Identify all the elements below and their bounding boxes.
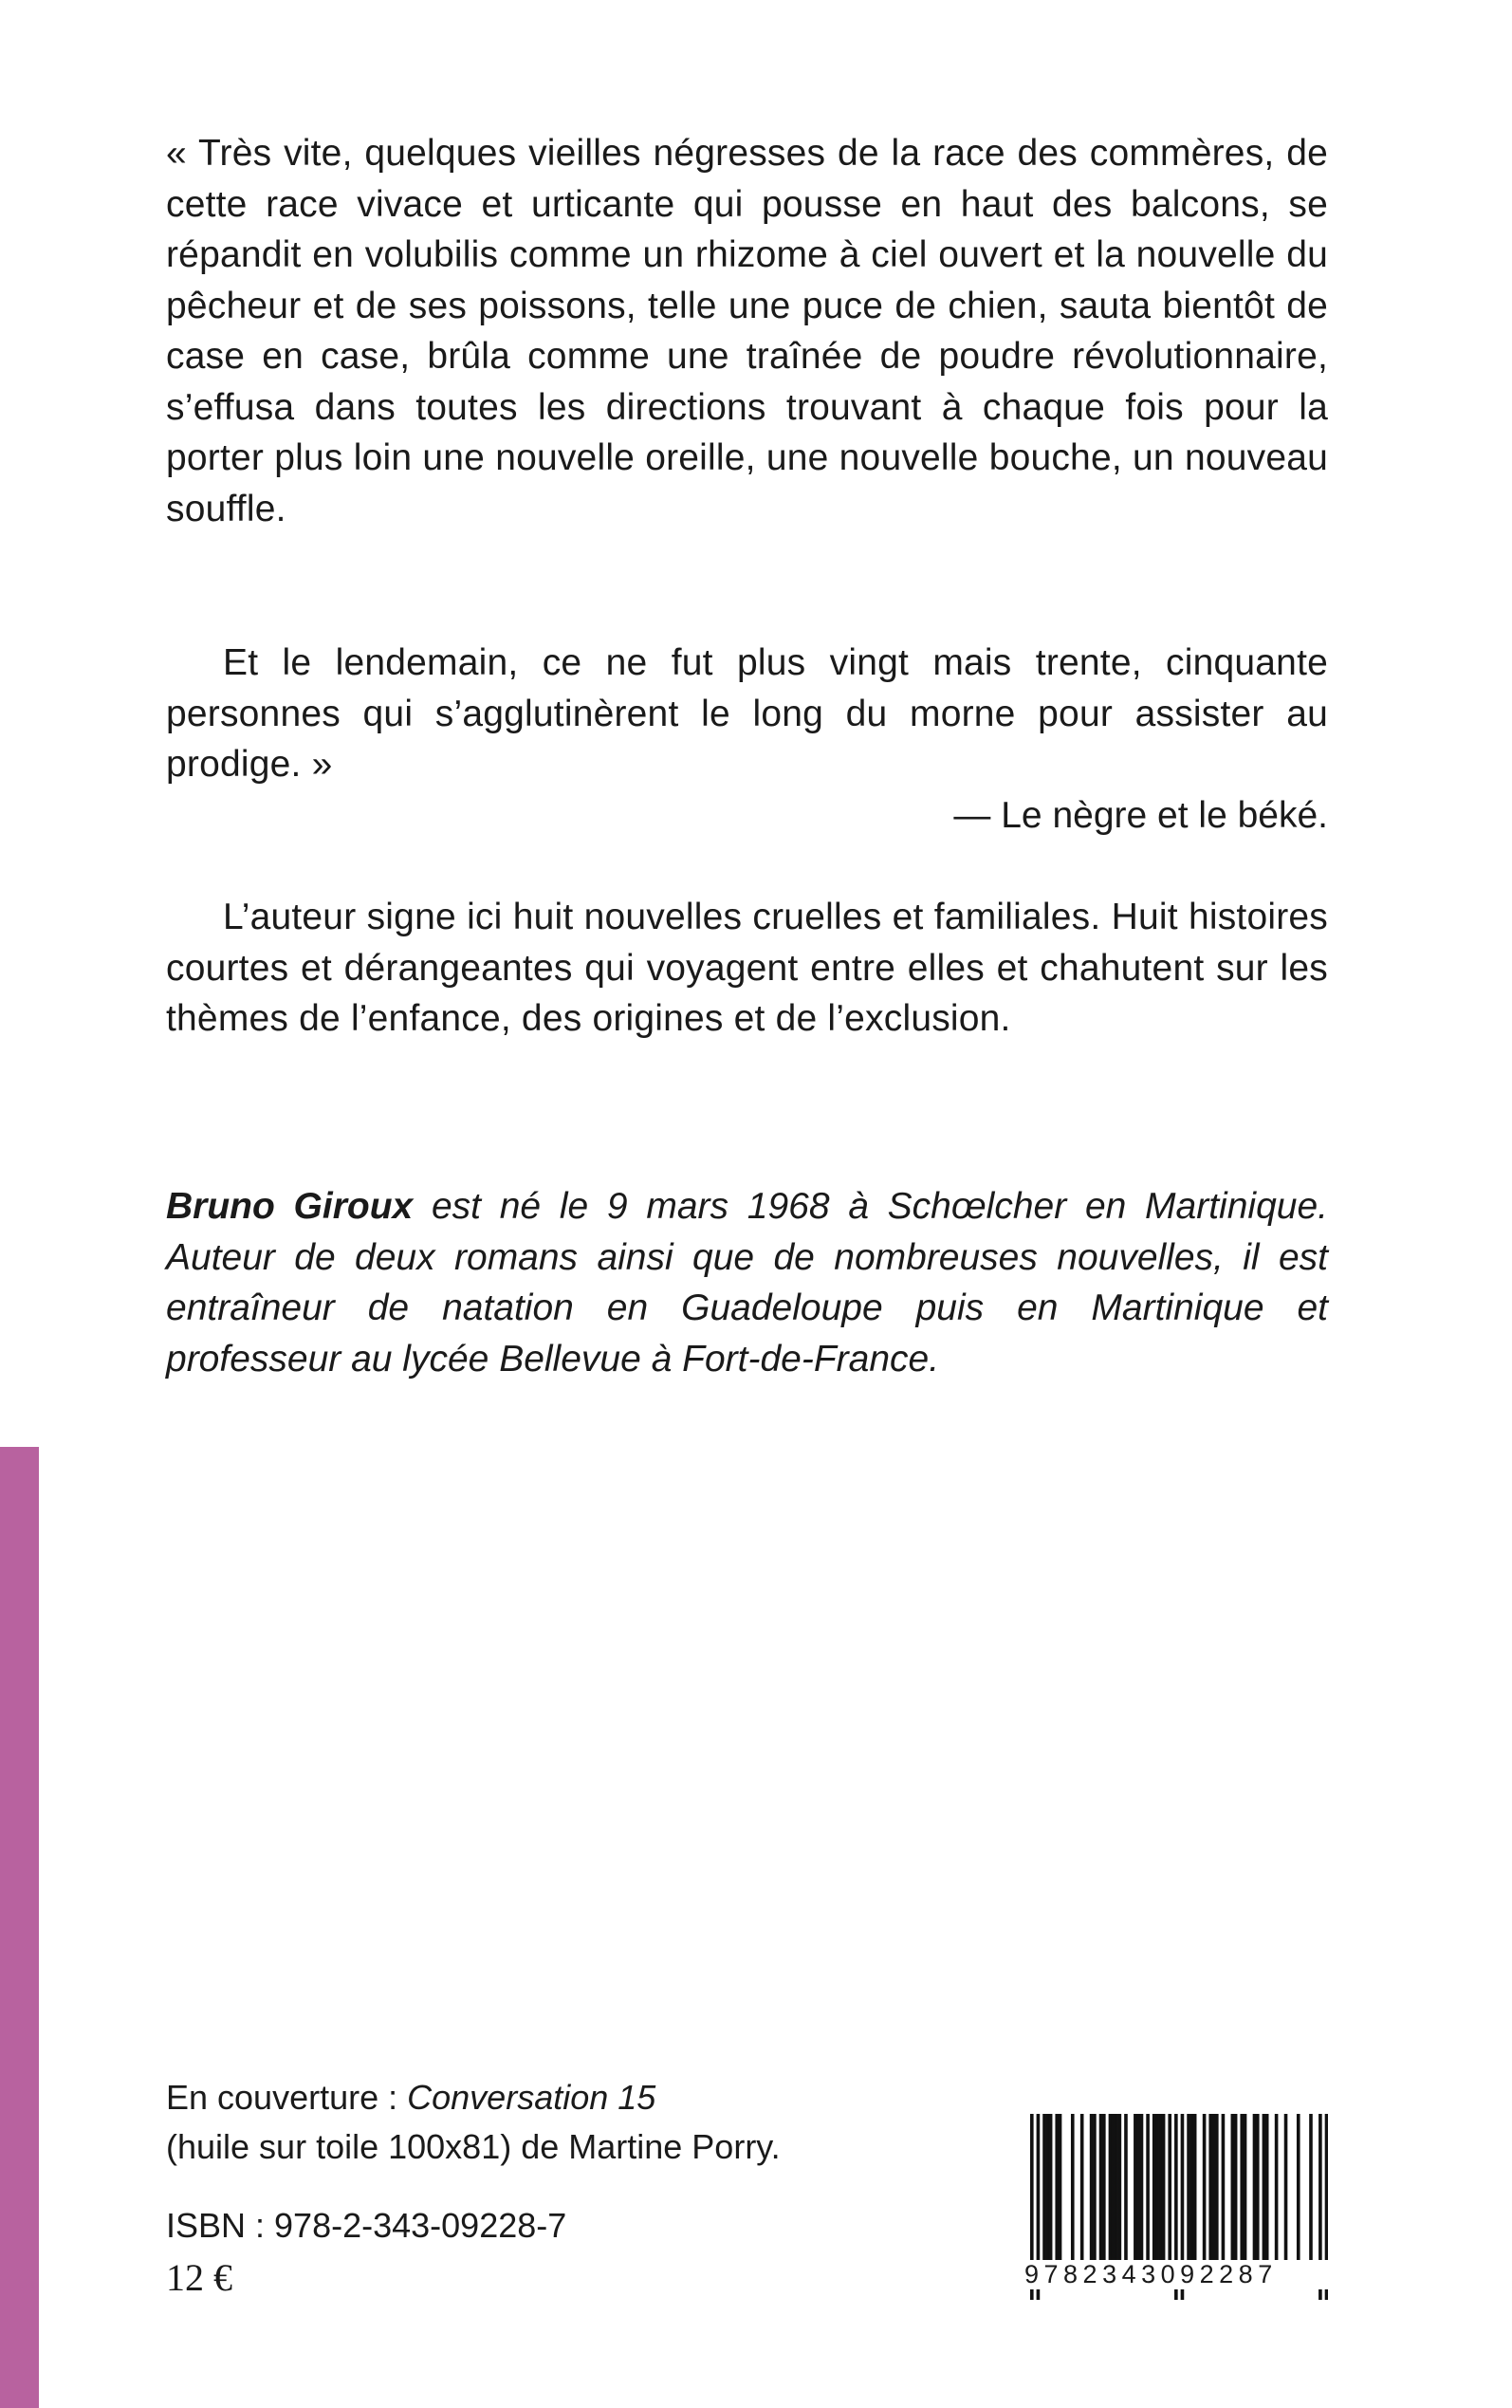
quote-attribution: — Le nègre et le béké.: [953, 795, 1328, 836]
barcode-bar: [1187, 2114, 1190, 2266]
cover-credit: [166, 2073, 925, 2172]
barcode-bar: [1118, 2114, 1122, 2266]
barcode-bar: [1102, 2114, 1106, 2266]
summary-paragraph: L’auteur signe ici huit nouvelles cruelles et familiales. Huit histoires courtes et dérangeantes qui voyagent entre elles et chahutent sur les thèmes de l’enfance, des origines et de l’exclusion.: [166, 897, 1328, 1039]
barcode-bar: [1109, 2114, 1113, 2266]
barcode-bar: [1099, 2114, 1103, 2266]
barcode-bar: [1234, 2114, 1238, 2266]
barcode-bar: [1136, 2114, 1140, 2266]
barcode-bar: [1231, 2114, 1235, 2266]
barcode-bar: [1256, 2114, 1260, 2266]
barcode-bar: [1263, 2114, 1266, 2266]
barcode-bar: [1071, 2114, 1075, 2266]
quote-block-2: [166, 638, 1328, 790]
barcode-bar: [1162, 2114, 1166, 2266]
barcode-bar: [1265, 2114, 1269, 2266]
barcode-digits: 9782343092287: [1023, 2260, 1339, 2289]
quote-paragraph-1: « Très vite, quelques vieilles négresses de la race des commères, de cette race vivace et urticante qui pousse en haut des balcons, se répandit en volubilis comme un rhizome à ciel ouvert et la nouvelle du pêcheur et de ses poissons, telle une puce de chien, sauta bientôt de case en case, brûla comme une traînée de poudre révolutionnaire, s’effusa dans toutes les directions trouvant à chaque fois pour la porter plus loin une nouvelle oreille, une nouvelle bouche, un nouveau souffle.: [166, 133, 1328, 529]
barcode-bar: [1115, 2114, 1118, 2266]
barcode-bar: [1146, 2114, 1150, 2266]
barcode-bar: [1046, 2114, 1050, 2266]
quote-paragraph-2: Et le lendemain, ce ne fut plus vingt mais trente, cinquante personnes qui s’agglutinèrent le long du morne pour assister au prodige. »: [166, 642, 1328, 785]
author-bio: [166, 1181, 1328, 1384]
cover-credit-title: Conversation 15: [407, 2078, 656, 2117]
quote-block: [166, 128, 1328, 534]
barcode-bar: [1055, 2114, 1059, 2266]
barcode-bar: [1134, 2114, 1137, 2266]
barcode-bar: [1193, 2114, 1197, 2266]
barcode-bar: [1297, 2114, 1300, 2266]
barcode-bar: [1240, 2114, 1244, 2266]
barcode-bar: [1275, 2114, 1279, 2266]
cover-credit-prefix: En couverture :: [166, 2078, 408, 2117]
barcode-bar: [1168, 2114, 1171, 2266]
barcode-bar: [1212, 2114, 1216, 2266]
barcode-bar: [1190, 2114, 1194, 2266]
author-bio-text: est né le 9 mars 1968 à Schœlcher en Martinique. Auteur de deux romans ainsi que de nombreuses nouvelles, il est entraîneur de natation en Guadeloupe puis en Martinique et professeur au lycée Bellevue à Fort-de-France.: [166, 1186, 1328, 1380]
summary-block: [166, 892, 1328, 1045]
barcode-bar: [1059, 2114, 1062, 2266]
barcode-bar: [1284, 2114, 1288, 2266]
cover-credit-line-1: [166, 2073, 925, 2122]
barcode-bar: [1140, 2114, 1144, 2266]
barcode-bar: [1090, 2114, 1094, 2266]
barcode-bar: [1208, 2114, 1212, 2266]
barcode-bar: [1203, 2114, 1207, 2266]
price: 12 €: [166, 2256, 232, 2299]
barcode-bar: [1080, 2114, 1084, 2266]
barcode-bar: [1253, 2114, 1257, 2266]
barcode-bar: [1215, 2114, 1219, 2266]
barcode-bar: [1244, 2114, 1247, 2266]
accent-side-bar: [0, 1447, 39, 2408]
barcode-bar: [1124, 2114, 1128, 2266]
barcode-bar: [1049, 2114, 1053, 2266]
barcode-bar: [1112, 2114, 1116, 2266]
barcode-bar: [1159, 2114, 1163, 2266]
barcode-bar: [1042, 2114, 1046, 2266]
barcode-bar: [1309, 2114, 1313, 2266]
barcode-bar: [1222, 2114, 1226, 2266]
isbn: ISBN : 978-2-343-09228-7: [166, 2206, 567, 2245]
author-name: Bruno Giroux: [166, 1186, 414, 1227]
barcode-bar: [1152, 2114, 1156, 2266]
barcode-bar: [1155, 2114, 1159, 2266]
barcode-bar: [1093, 2114, 1097, 2266]
cover-credit-line-2: (huile sur toile 100x81) de Martine Porry.: [166, 2127, 781, 2166]
